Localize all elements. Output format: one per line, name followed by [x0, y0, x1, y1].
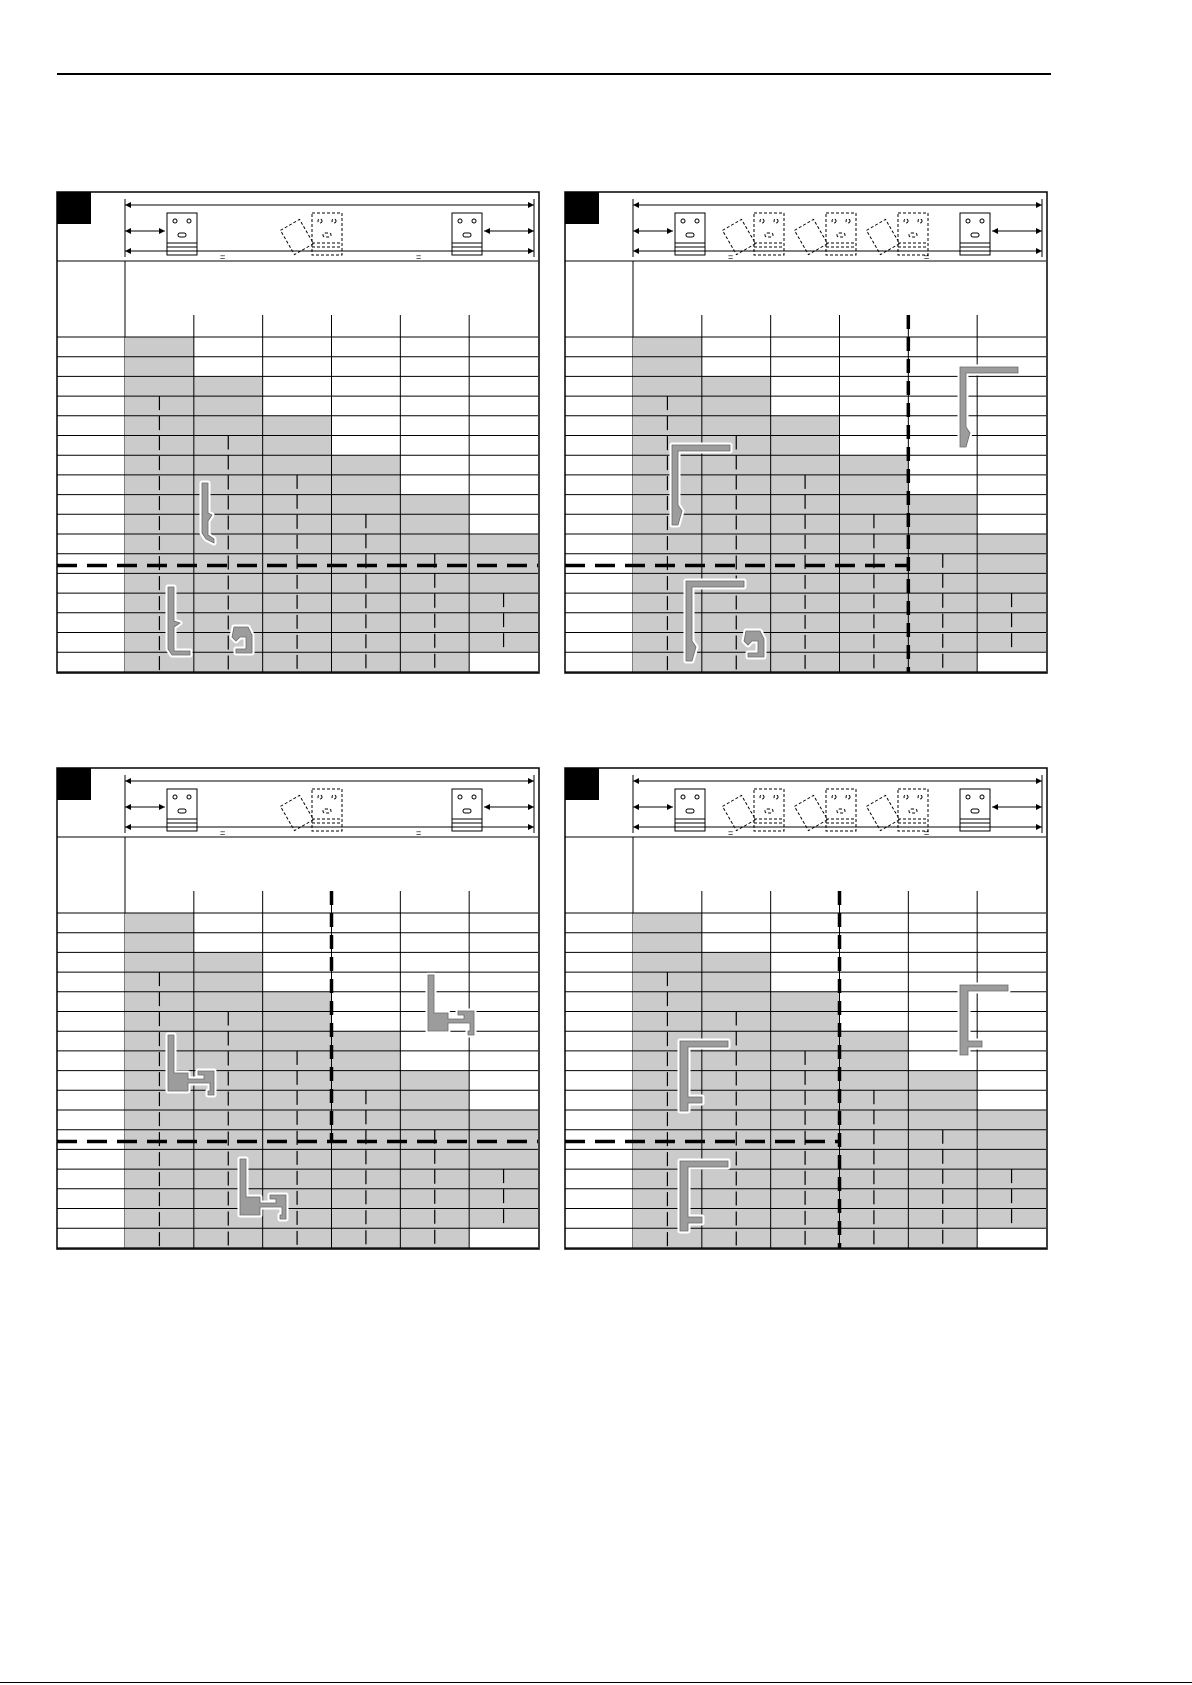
equal-label-right: = [924, 252, 930, 262]
equal-label-left: = [220, 828, 226, 838]
footer-rule [0, 1682, 1192, 1683]
panel-tab [57, 768, 91, 800]
panel-tab [565, 192, 599, 224]
panel-b-chart [564, 191, 1048, 674]
equal-label-left: = [728, 828, 734, 838]
equal-label-left: = [220, 252, 226, 262]
header-rule [57, 73, 1051, 75]
panel-a-chart [56, 191, 540, 674]
equal-label-right: = [416, 828, 422, 838]
equal-label-right: = [416, 252, 422, 262]
panel-tab [565, 768, 599, 800]
equal-label-left: = [728, 252, 734, 262]
panel-d-chart [564, 767, 1048, 1250]
equal-label-right: = [924, 828, 930, 838]
panel-tab [57, 192, 91, 224]
panel-c-chart [56, 767, 540, 1250]
